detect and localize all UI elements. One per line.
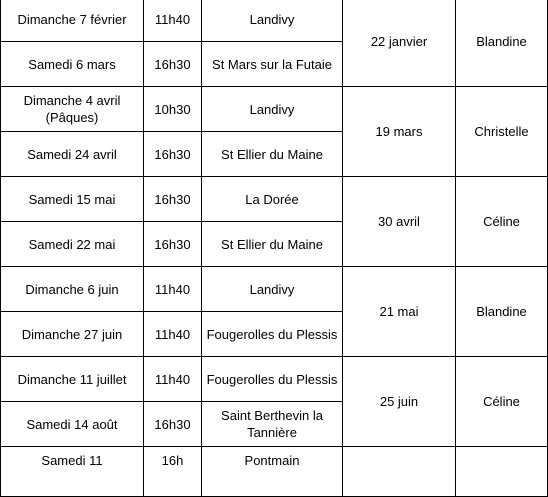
time-cell: 10h30 (144, 87, 202, 132)
place-cell: Fougerolles du Plessis (202, 312, 343, 357)
date-cell: Dimanche 11 juillet (1, 357, 144, 402)
person-cell (456, 447, 548, 497)
time-cell: 16h30 (144, 222, 202, 267)
table-row (1, 267, 548, 312)
table-row (1, 447, 548, 497)
place-cell: Fougerolles du Plessis (202, 357, 343, 402)
date-cell: Samedi 24 avril (1, 132, 144, 177)
deadline-cell: 19 mars (343, 87, 456, 177)
date-cell: Dimanche 6 juin (1, 267, 144, 312)
time-cell: 16h30 (144, 177, 202, 222)
place-cell: St Ellier du Maine (202, 132, 343, 177)
date-cell: Samedi 15 mai (1, 177, 144, 222)
person-cell: Céline (456, 357, 548, 447)
time-cell: 11h40 (144, 312, 202, 357)
date-cell: Dimanche 7 février (1, 0, 144, 42)
deadline-cell: 22 janvier (343, 0, 456, 87)
place-cell: Pontmain (202, 447, 343, 497)
place-cell: St Ellier du Maine (202, 222, 343, 267)
place-cell: Landivy (202, 87, 343, 132)
person-cell: Christelle (456, 87, 548, 177)
table-row (1, 0, 548, 42)
deadline-cell: 25 juin (343, 357, 456, 447)
time-cell: 16h (144, 447, 202, 497)
time-cell: 16h30 (144, 402, 202, 447)
place-cell: St Mars sur la Futaie (202, 42, 343, 87)
place-cell: La Dorée (202, 177, 343, 222)
place-cell: Landivy (202, 267, 343, 312)
person-cell: Blandine (456, 0, 548, 87)
date-cell: Dimanche 4 avril (Pâques) (1, 87, 144, 132)
deadline-cell: 21 mai (343, 267, 456, 357)
time-cell: 11h40 (144, 357, 202, 402)
deadline-cell: 30 avril (343, 177, 456, 267)
place-cell: Landivy (202, 0, 343, 42)
date-cell: Samedi 6 mars (1, 42, 144, 87)
time-cell: 16h30 (144, 42, 202, 87)
time-cell: 16h30 (144, 132, 202, 177)
time-cell: 11h40 (144, 267, 202, 312)
table-row (1, 87, 548, 132)
table-row (1, 177, 548, 222)
time-cell: 11h40 (144, 0, 202, 42)
date-cell: Samedi 22 mai (1, 222, 144, 267)
date-cell: Dimanche 27 juin (1, 312, 144, 357)
place-cell: Saint Berthevin la Tannière (202, 402, 343, 447)
person-cell: Céline (456, 177, 548, 267)
date-cell: Samedi 14 août (1, 402, 144, 447)
person-cell: Blandine (456, 267, 548, 357)
deadline-cell (343, 447, 456, 497)
table-row (1, 357, 548, 402)
date-cell: Samedi 11 (1, 447, 144, 497)
